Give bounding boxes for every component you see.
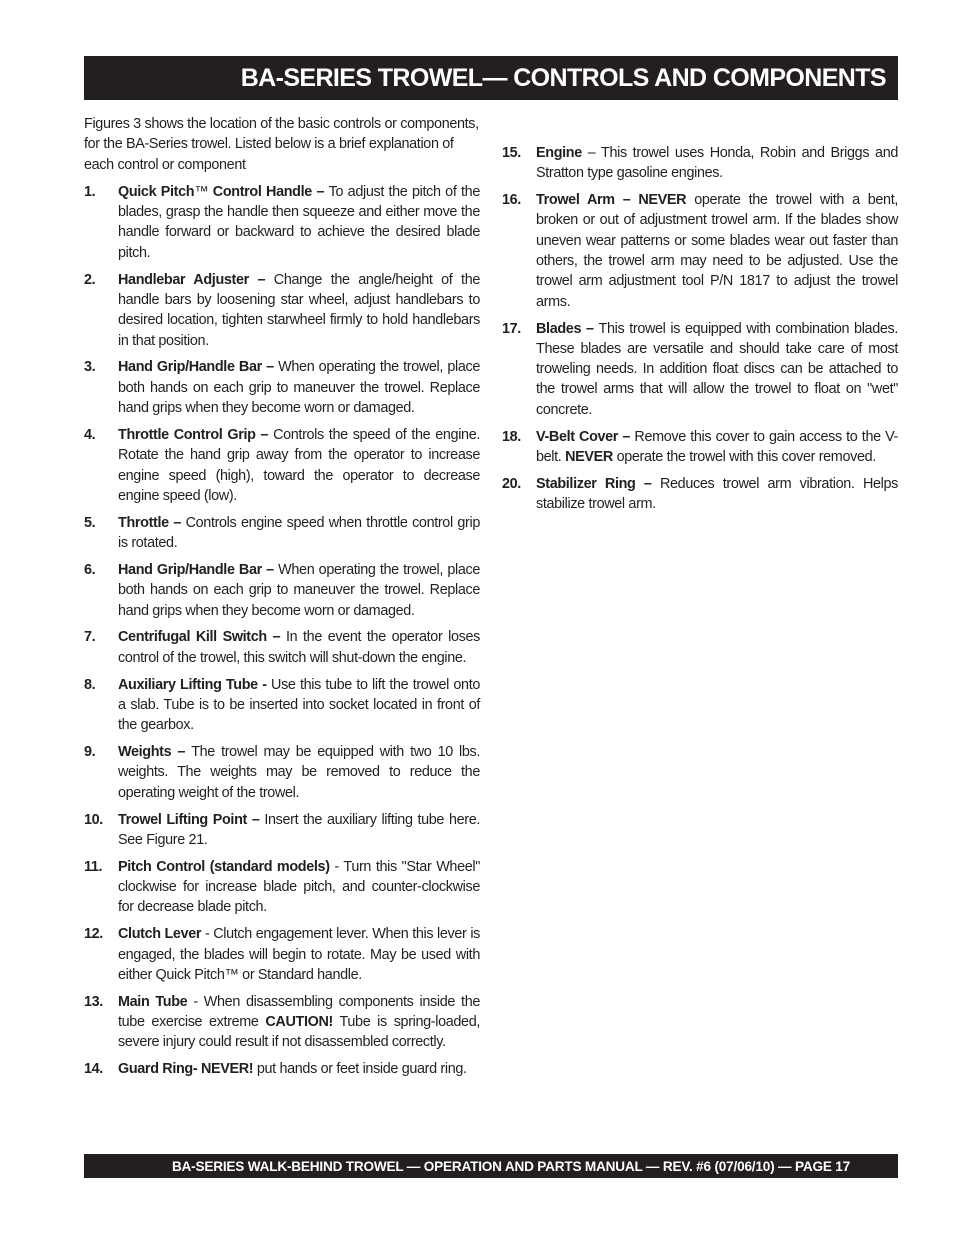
right-column bbox=[502, 143, 898, 521]
item-number: 15. bbox=[502, 145, 521, 161]
item-term: NEVER bbox=[565, 448, 613, 465]
item-text bbox=[118, 1059, 480, 1079]
item-description: This trowel is equipped with combination blades. These blades are versatile and should take care of most troweling needs. In addition float discs can be attached to the trowel arms that will allow the trowel to float on "wet" concrete. bbox=[536, 320, 899, 418]
item-number: 6. bbox=[84, 561, 96, 578]
list-item bbox=[502, 427, 898, 468]
item-term: Weights – bbox=[118, 744, 192, 761]
item-term: Control Handle – bbox=[212, 183, 329, 200]
item-number: 13. bbox=[84, 993, 103, 1010]
list-item bbox=[84, 675, 480, 736]
item-term: Hand Grip/Handle Bar – bbox=[118, 561, 279, 578]
item-text bbox=[118, 182, 480, 263]
item-term: Trowel Lifting Point – bbox=[118, 811, 265, 828]
item-text bbox=[118, 425, 480, 506]
item-text bbox=[118, 992, 480, 1053]
page-title: BA-SERIES TROWEL— CONTROLS AND COMPONENTS bbox=[240, 63, 886, 92]
item-text bbox=[536, 190, 898, 312]
item-text bbox=[536, 143, 898, 184]
item-description: Controls the speed of the engine. Rotate the hand grip away from the operator to increase engine speed (high), toward the operator to decrease engine speed (low). bbox=[118, 426, 481, 504]
item-number: 11. bbox=[84, 858, 103, 875]
list-item bbox=[502, 319, 898, 420]
item-description: Use this tube to lift the trowel onto a slab. Tube is to be inserted into socket located in front of the gearbox. bbox=[118, 676, 480, 734]
list-item bbox=[84, 627, 480, 668]
item-term: CAUTION! bbox=[265, 1014, 333, 1030]
list-item bbox=[84, 560, 480, 621]
item-description: Reduces trowel arm vibration. Helps stabilize trowel arm. bbox=[536, 475, 898, 513]
item-number: 2. bbox=[84, 271, 96, 288]
item-description: When operating the trowel, place both hands on each grip to maneuver the trowel. Replace hand grips when they become worn or damaged. bbox=[118, 359, 481, 417]
item-text bbox=[118, 675, 480, 736]
item-text bbox=[118, 560, 480, 621]
list-item bbox=[84, 357, 480, 418]
item-text bbox=[118, 357, 480, 418]
item-term: Trowel Arm – NEVER bbox=[536, 192, 687, 209]
item-text bbox=[536, 319, 898, 420]
item-description: - Clutch engagement lever. When this lever is engaged, the blades will begin to rotate. May be used with either Quick Pitch™ or Standard handle. bbox=[118, 926, 481, 983]
item-number: 4. bbox=[84, 426, 96, 443]
item-text bbox=[118, 810, 480, 851]
list-item bbox=[84, 742, 480, 803]
left-column bbox=[84, 114, 480, 1086]
item-description: The trowel may be equipped with two 10 lbs. weights. The weights may be removed to reduce the operating weight of the trowel. bbox=[118, 744, 481, 801]
item-description: Remove this cover to gain access to the V-belt. bbox=[536, 428, 898, 465]
item-text bbox=[536, 474, 898, 515]
item-term: Blades – bbox=[536, 320, 599, 337]
list-item bbox=[502, 474, 898, 515]
item-description: put hands or feet inside guard ring. bbox=[253, 1061, 467, 1078]
item-number: 20. bbox=[502, 475, 521, 492]
item-number: 1. bbox=[84, 183, 96, 200]
item-description: - When disassembling components inside the tube exercise extreme bbox=[118, 993, 481, 1030]
item-description: To adjust the pitch of the blades, grasp the handle then squeeze and either move the handle forward or backward to achieve the desired blade pitch. bbox=[118, 183, 480, 261]
footer-text: BA-SERIES WALK-BEHIND TROWEL — OPERATION AND PARTS MANUAL — REV. #6 (07/06/10) — PAGE 17 bbox=[171, 1158, 850, 1174]
item-description: Insert the auxiliary lifting tube here. See Figure 21. bbox=[118, 811, 481, 848]
item-number: 17. bbox=[502, 320, 521, 337]
item-description: Change the angle/height of the handle bars by loosening star wheel, adjust handlebars to desired location, tighten starwheel firmly to hold handlebars in that position. bbox=[118, 271, 480, 349]
item-description: Tube is spring-loaded, severe injury could result if not disassembled correctly. bbox=[118, 1014, 480, 1051]
list-item bbox=[84, 513, 480, 554]
item-number: 9. bbox=[84, 744, 96, 761]
item-number: 12. bbox=[84, 926, 103, 943]
footer-bar bbox=[84, 1154, 898, 1178]
item-number: 7. bbox=[84, 629, 96, 646]
item-description: In the event the operator loses control of the trowel, this switch will shut-down the engine. bbox=[118, 629, 480, 666]
item-text bbox=[118, 513, 480, 554]
item-description: ™ bbox=[194, 183, 213, 200]
item-number: 8. bbox=[84, 676, 96, 693]
item-term: Hand Grip/Handle Bar – bbox=[118, 359, 279, 376]
item-term: Handlebar Adjuster – bbox=[118, 271, 274, 288]
item-term: V-Belt Cover – bbox=[536, 428, 635, 445]
item-term: Clutch Lever bbox=[118, 926, 202, 943]
item-number: 14. bbox=[84, 1061, 103, 1078]
item-term: Throttle – bbox=[118, 514, 186, 531]
list-item bbox=[502, 143, 898, 184]
item-term: Engine bbox=[536, 145, 582, 161]
item-text bbox=[536, 427, 898, 468]
item-text bbox=[118, 857, 480, 918]
item-number: 16. bbox=[502, 192, 521, 209]
item-text bbox=[118, 742, 480, 803]
item-term: Throttle Control Grip – bbox=[118, 426, 274, 443]
component-list-left bbox=[84, 182, 480, 1080]
item-number: 3. bbox=[84, 359, 96, 376]
item-term: Quick Pitch bbox=[118, 183, 195, 200]
component-list-right bbox=[502, 143, 898, 514]
item-number: 10. bbox=[84, 811, 103, 828]
item-term: Auxiliary Lifting Tube - bbox=[118, 676, 272, 693]
item-text bbox=[118, 627, 480, 668]
item-text bbox=[118, 270, 480, 351]
list-item bbox=[84, 425, 480, 506]
intro-paragraph: Figures 3 shows the location of the basic controls or components, for the BA-Series trowel. Listed below is a brief explanation of each control or component bbox=[84, 116, 479, 173]
list-item bbox=[84, 1059, 480, 1079]
item-number: 18. bbox=[502, 428, 521, 445]
item-description: operate the trowel with this cover removed. bbox=[612, 448, 876, 465]
section-title-bar bbox=[84, 56, 898, 100]
item-text bbox=[118, 924, 480, 985]
item-term: Main Tube bbox=[118, 993, 188, 1010]
list-item bbox=[84, 270, 480, 351]
item-number: 5. bbox=[84, 514, 96, 531]
item-term: Guard Ring- NEVER! bbox=[118, 1061, 254, 1078]
item-description: operate the trowel with a bent, broken or out of adjustment trowel arm. If the blades show uneven wear patterns or some blades wear out faster than others, the trowel arm may need to be adjusted. Use the trowel arm adjustment tool P/N 1817 to adjust the trowel arms. bbox=[536, 192, 898, 310]
item-description: When operating the trowel, place both hands on each grip to maneuver the trowel. Replace hand grips when they become worn or damaged. bbox=[118, 561, 481, 619]
item-term: Pitch Control (standard models) bbox=[118, 858, 330, 875]
list-item bbox=[84, 857, 480, 918]
list-item bbox=[84, 992, 480, 1053]
item-description: – This trowel uses Honda, Robin and Briggs and Stratton type gasoline engines. bbox=[536, 145, 898, 182]
list-item bbox=[84, 810, 480, 851]
list-item bbox=[84, 924, 480, 985]
item-term: Stabilizer Ring – bbox=[536, 475, 660, 492]
item-description: - Turn this "Star Wheel" clockwise for increase blade pitch, and counter-clockwise for decrease blade pitch. bbox=[118, 858, 480, 916]
list-item bbox=[502, 190, 898, 312]
item-term: Centrifugal Kill Switch – bbox=[118, 629, 286, 646]
item-description: Controls engine speed when throttle control grip is rotated. bbox=[118, 514, 480, 552]
list-item bbox=[84, 182, 480, 263]
